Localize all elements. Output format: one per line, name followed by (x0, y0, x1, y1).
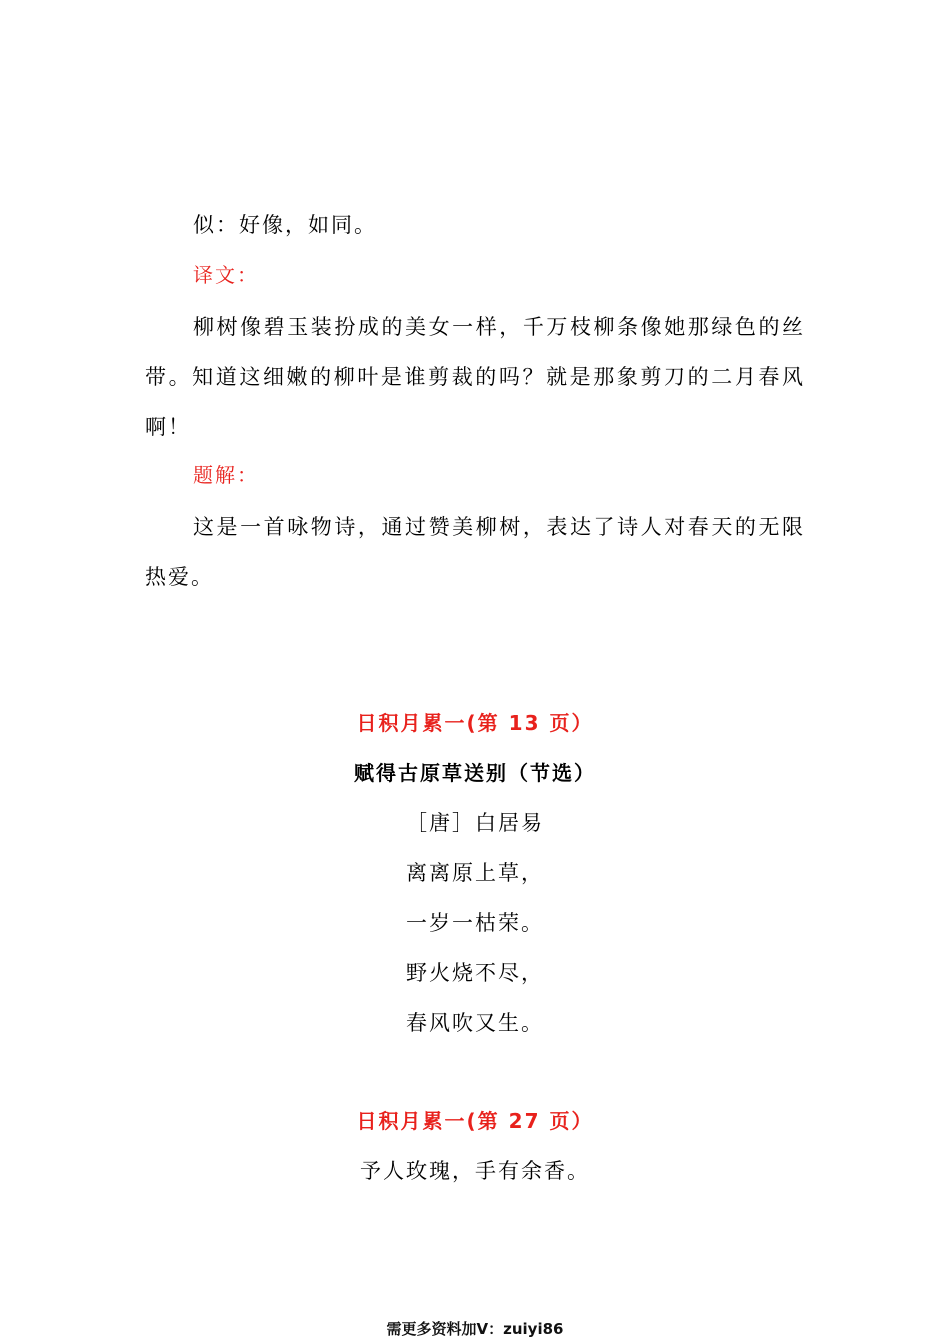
section-13-title: 日积月累一(第 13 页） (356, 711, 594, 735)
footer-watermark: 需更多资料加V：zuiyi86 (386, 1320, 564, 1338)
poem-line-2: 一岁一枯荣。 (406, 911, 544, 935)
translation-text: 柳树像碧玉装扮成的美女一样，千万枝柳条像她那绿色的丝带。知道这细嫩的柳叶是谁剪裁的吗？就是那象剪刀的二月春风啊！ (145, 315, 805, 439)
translation-label: 译文： (193, 263, 259, 287)
explanation-label: 题解： (193, 463, 259, 487)
poem-author: ［唐］白居易 (406, 811, 544, 835)
note-si-definition: 似：好像，如同。 (193, 213, 377, 237)
explanation-text: 这是一首咏物诗，通过赞美柳树，表达了诗人对春天的无限热爱。 (145, 515, 805, 589)
section-27-title: 日积月累一(第 27 页） (356, 1109, 594, 1133)
poem-line-3: 野火烧不尽， (406, 961, 544, 985)
poem-line-4: 春风吹又生。 (406, 1011, 544, 1035)
section-27-text: 予人玫瑰，手有余香。 (360, 1159, 590, 1183)
poem-title: 赋得古原草送别（节选） (354, 761, 596, 785)
poem-line-1: 离离原上草， (406, 861, 544, 885)
